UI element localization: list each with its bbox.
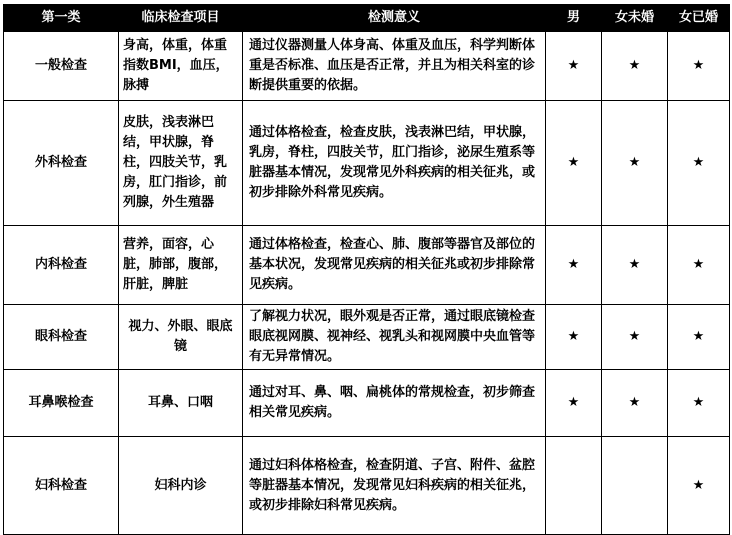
header-items: 临床检查项目 — [119, 5, 243, 32]
meaning-cell: 通过对耳、鼻、咽、扁桃体的常规检查，初步筛查相关常见疾病。 — [243, 370, 546, 437]
male-star-icon: ★ — [546, 370, 602, 437]
table-row — [4, 305, 730, 370]
female-unmarried-star-icon — [602, 437, 668, 535]
female-unmarried-star-icon: ★ — [602, 32, 668, 101]
female-married-star-icon: ★ — [668, 32, 730, 101]
female-married-star-icon: ★ — [668, 370, 730, 437]
table-row — [4, 437, 730, 535]
table-row — [4, 32, 730, 101]
male-star-icon: ★ — [546, 226, 602, 305]
header-category: 第一类 — [4, 5, 119, 32]
category-cell: 内科检查 — [4, 226, 119, 305]
category-cell: 外科检查 — [4, 101, 119, 226]
female-married-star-icon: ★ — [668, 226, 730, 305]
category-cell: 妇科检查 — [4, 437, 119, 535]
female-married-star-icon: ★ — [668, 101, 730, 226]
items-cell: 视力、外眼、眼底镜 — [119, 305, 243, 370]
female-unmarried-star-icon: ★ — [602, 101, 668, 226]
table-row — [4, 226, 730, 305]
category-cell: 眼科检查 — [4, 305, 119, 370]
exam-table — [3, 4, 730, 535]
female-married-star-icon: ★ — [668, 305, 730, 370]
items-cell: 皮肤，浅表淋巴结，甲状腺，脊柱，四肢关节，乳房，肛门指诊，前列腺，外生殖器 — [119, 101, 243, 226]
female-unmarried-star-icon: ★ — [602, 305, 668, 370]
header-female-married: 女已婚 — [668, 5, 730, 32]
male-star-icon — [546, 437, 602, 535]
meaning-cell: 通过仪器测量人体身高、体重及血压，科学判断体重是否标准、血压是否正常，并且为相关科室的诊断提供重要的依据。 — [243, 32, 546, 101]
header-meaning: 检测意义 — [243, 5, 546, 32]
category-cell: 耳鼻喉检查 — [4, 370, 119, 437]
header-female-unmarried: 女未婚 — [602, 5, 668, 32]
female-unmarried-star-icon: ★ — [602, 226, 668, 305]
male-star-icon: ★ — [546, 32, 602, 101]
items-cell: 耳鼻、口咽 — [119, 370, 243, 437]
meaning-cell: 通过妇科体格检查，检查阴道、子宫、附件、盆腔等脏器基本情况，发现常见妇科疾病的相关征兆，或初步排除妇科常见疾病。 — [243, 437, 546, 535]
header-male: 男 — [546, 5, 602, 32]
items-cell: 身高，体重，体重指数BMI，血压，脉搏 — [119, 32, 243, 101]
female-unmarried-star-icon: ★ — [602, 370, 668, 437]
meaning-cell: 了解视力状况，眼外观是否正常，通过眼底镜检查眼底视网膜、视神经、视乳头和视网膜中央血管等有无异常情况。 — [243, 305, 546, 370]
items-cell: 妇科内诊 — [119, 437, 243, 535]
items-cell: 营养，面容，心脏，肺部，腹部，肝脏，脾脏 — [119, 226, 243, 305]
table-row — [4, 101, 730, 226]
male-star-icon: ★ — [546, 305, 602, 370]
category-cell: 一般检查 — [4, 32, 119, 101]
female-married-star-icon: ★ — [668, 437, 730, 535]
table-row — [4, 370, 730, 437]
header-row — [4, 5, 730, 32]
meaning-cell: 通过体格检查，检查心、肺、腹部等器官及部位的基本状况，发现常见疾病的相关征兆或初步排除常见疾病。 — [243, 226, 546, 305]
meaning-cell: 通过体格检查，检查皮肤，浅表淋巴结，甲状腺，乳房，脊柱，四肢关节，肛门指诊，泌尿生殖系等脏器基本情况，发现常见外科疾病的相关征兆，或初步排除外科常见疾病。 — [243, 101, 546, 226]
male-star-icon: ★ — [546, 101, 602, 226]
